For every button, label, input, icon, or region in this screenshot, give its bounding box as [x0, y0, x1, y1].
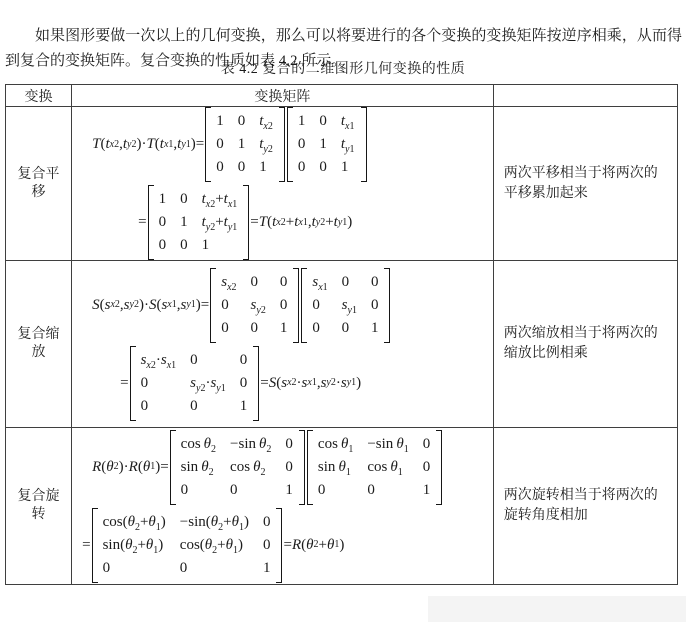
formula-line — [72, 430, 493, 505]
matrix-cell: 0 — [221, 319, 229, 336]
matrix-cell: 0 — [102, 559, 111, 576]
matrix — [301, 268, 390, 343]
matrix-cell: 0 — [319, 113, 327, 129]
matrix-cell: 0 — [158, 214, 167, 230]
matrix-cell: 1 — [201, 237, 210, 253]
formula-rhs: = T ( t x2 + t x1 , t y2 + t y1 ) — [250, 214, 353, 230]
matrix-cell: 0 — [237, 159, 246, 175]
matrix-cell: 0 — [190, 351, 198, 368]
matrix-cell: $-\sin(\theta_2+\theta_1)$ — [179, 513, 249, 533]
formula-lhs: = — [82, 536, 91, 553]
matrix-cell: 0 — [297, 159, 306, 175]
matrix-cell: 1 — [237, 136, 246, 152]
matrix-cell: 0 — [180, 237, 188, 253]
matrix-cell: $\cos(\theta_2+\theta_1)$ — [179, 536, 243, 556]
matrix-cell: $\sin \theta_1$ — [317, 458, 351, 478]
formula-rhs: = R ( θ 2 + θ 1 ) — [283, 536, 345, 553]
table-row — [6, 428, 678, 585]
matrix-cell: 0 — [312, 296, 320, 313]
matrix-cell: 1 — [239, 397, 248, 414]
formula-lhs: = — [138, 214, 147, 230]
matrix — [205, 107, 285, 182]
matrix-cell: 0 — [341, 319, 350, 336]
formula-lhs: T ( t x2 , t y2 ) · T ( t x1 , t y1 ) = — [92, 136, 205, 152]
transform-matrix-formula — [72, 107, 494, 261]
formula-lines — [72, 430, 493, 583]
matrix-cell: 0 — [180, 481, 189, 498]
bottom-highlight-bar — [428, 596, 686, 622]
matrix-cell: 0 — [239, 351, 248, 368]
matrix-cell: −sin $\theta_2$ — [230, 435, 272, 455]
matrix-cell: 1 — [158, 191, 167, 207]
matrix — [148, 185, 250, 260]
matrix-cell: 1 — [319, 136, 327, 152]
matrix-cell: 1 — [340, 159, 349, 175]
matrix-cell: 0 — [319, 159, 327, 175]
matrix-cell: 1 — [279, 319, 288, 336]
matrix-cell: $\cos(\theta_2+\theta_1)$ — [102, 513, 166, 533]
matrix — [210, 268, 299, 343]
right-bracket — [253, 346, 259, 421]
matrix-cell: 0 — [297, 136, 306, 152]
matrix-cell: 1 — [259, 159, 267, 175]
matrix-cell: 1 — [216, 113, 224, 129]
matrix-cell: $\sin(\theta_2+\theta_1)$ — [102, 536, 164, 556]
formula-lhs: S ( s x2 , s y2 ) · S ( s x1 , s y1 ) = — [92, 296, 210, 313]
formula-line — [72, 508, 493, 583]
transform-property-note: 两次缩放相当于将两次的缩放比例相乘 — [493, 261, 677, 428]
matrix-cell: 0 — [367, 481, 375, 498]
matrix-cell: 1 — [297, 113, 306, 129]
matrix — [92, 508, 283, 583]
matrix — [170, 430, 305, 505]
right-bracket — [299, 430, 305, 505]
right-bracket — [436, 430, 442, 505]
matrix-cell: $t_{x2}$ — [259, 113, 273, 132]
matrix-cell: 0 — [279, 296, 288, 313]
matrix-cell: $t_{x1}$ — [340, 113, 355, 132]
matrix-cell: 0 — [370, 296, 379, 313]
transform-type-label: 复合缩放 — [6, 261, 72, 428]
matrix-cell: 0 — [140, 374, 149, 391]
col-header-matrix: 变换矩阵 — [72, 85, 494, 107]
table-row — [6, 261, 678, 428]
matrix-cell: $\cos \theta_2$ — [230, 458, 266, 478]
transform-matrix-formula — [72, 428, 494, 585]
matrix-cell: 0 — [279, 273, 288, 290]
formula-lhs: R ( θ 2 ) · R ( θ 1 ) = — [92, 458, 169, 475]
transform-type-label: 复合旋转 — [6, 428, 72, 585]
formula-line — [72, 346, 493, 421]
matrix-cell: $s_{x2}\cdot s_{x1}$ — [140, 351, 177, 371]
matrix-cell: $t_{y2}+t_{y1}$ — [201, 214, 238, 233]
formula-line — [72, 107, 493, 182]
formula-lines — [72, 107, 493, 260]
matrix-cell: 0 — [180, 191, 188, 207]
formula-lhs: = — [120, 374, 129, 391]
matrix-cell: $t_{y1}$ — [340, 136, 355, 155]
matrix-cell: 0 — [239, 374, 248, 391]
matrix-cell: 0 — [285, 458, 293, 475]
formula-rhs: = S ( s x2 · s x1 , s y2 · s y1 ) — [260, 374, 362, 391]
col-header-note — [493, 85, 677, 107]
matrix-cell: −sin $\theta_1$ — [367, 435, 409, 455]
transform-properties-table — [5, 84, 678, 585]
matrix-cell: 1 — [370, 319, 379, 336]
matrix-cell: 0 — [216, 136, 224, 152]
right-bracket — [361, 107, 367, 182]
transform-matrix-formula — [72, 261, 494, 428]
matrix-cell: 1 — [262, 559, 271, 576]
transform-property-note: 两次平移相当于将两次的平移累加起来 — [493, 107, 677, 261]
formula-line — [72, 185, 493, 260]
matrix-cell: $s_{y1}$ — [341, 296, 357, 316]
matrix-cell: 0 — [179, 559, 188, 576]
matrix-cell: 0 — [158, 237, 167, 253]
col-header-transform: 变换 — [6, 85, 72, 107]
matrix-cell: 0 — [317, 481, 326, 498]
transform-property-note: 两次旋转相当于将两次的旋转角度相加 — [493, 428, 677, 585]
matrix-cell: 0 — [221, 296, 229, 313]
matrix-cell: 0 — [190, 397, 198, 414]
matrix-cell: 0 — [422, 458, 431, 475]
matrix-cell: $\sin \theta_2$ — [180, 458, 214, 478]
matrix-cell: 1 — [422, 481, 431, 498]
matrix-cell: 0 — [237, 113, 246, 129]
right-bracket — [243, 185, 249, 260]
matrix — [307, 430, 442, 505]
matrix-cell: $\cos \theta_2$ — [180, 435, 217, 455]
matrix-cell: $s_{x1}$ — [312, 273, 328, 293]
matrix-cell: $s_{x2}$ — [221, 273, 237, 293]
matrix-cell: 0 — [422, 435, 431, 452]
matrix-cell: $t_{y2}$ — [259, 136, 273, 155]
matrix-cell: 0 — [250, 273, 259, 290]
table-caption: 表 4.2 复合的二维图形几何变换的性质 — [220, 62, 466, 77]
table-row — [6, 107, 678, 261]
matrix-cell: 0 — [285, 435, 293, 452]
matrix-cell: 0 — [312, 319, 320, 336]
matrix-cell: 0 — [262, 536, 271, 553]
right-bracket — [384, 268, 390, 343]
matrix-cell: 0 — [230, 481, 238, 498]
matrix-cell: 0 — [250, 319, 259, 336]
right-bracket — [293, 268, 299, 343]
matrix-cell: 0 — [370, 273, 379, 290]
matrix-cell: 1 — [285, 481, 293, 498]
transform-type-label: 复合平移 — [6, 107, 72, 261]
matrix-cell: $t_{x2}+t_{x1}$ — [201, 191, 238, 210]
matrix — [130, 346, 260, 421]
matrix-cell: 0 — [216, 159, 224, 175]
matrix-cell: $s_{y2}\cdot s_{y1}$ — [190, 374, 226, 394]
table-header-row — [6, 85, 678, 107]
formula-line — [72, 268, 493, 343]
matrix-cell: $s_{y2}$ — [250, 296, 266, 316]
matrix-cell: $\cos \theta_1$ — [317, 435, 354, 455]
right-bracket — [279, 107, 285, 182]
intro-paragraph: 如果图形要做一次以上的几何变换，那么可以将要进行的各个变换的变换矩阵按逆序相乘，从而得到复合的变换矩阵。复合变换的性质如表 4.2 所示。 — [5, 28, 682, 69]
formula-lines — [72, 268, 493, 421]
right-bracket — [276, 508, 282, 583]
matrix-cell: 0 — [262, 513, 271, 530]
matrix-cell: 1 — [180, 214, 188, 230]
matrix — [287, 107, 367, 182]
matrix-cell: 0 — [140, 397, 149, 414]
matrix-cell: 0 — [341, 273, 350, 290]
matrix-cell: $\cos \theta_1$ — [367, 458, 403, 478]
